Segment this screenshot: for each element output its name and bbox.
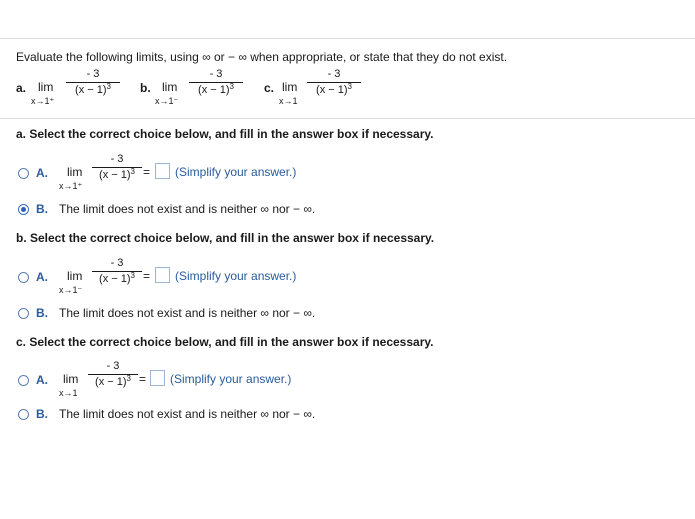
section-a-option-b-letter[interactable]: B. — [36, 202, 48, 216]
section-b-option-b-letter[interactable]: B. — [36, 306, 48, 320]
section-c-option-b-radio[interactable] — [18, 409, 29, 420]
section-c-option-a-lim: lim — [63, 372, 79, 386]
section-b-answer-box[interactable] — [155, 267, 170, 283]
section-b-option-b-radio[interactable] — [18, 308, 29, 319]
section-c-option-a-radio[interactable] — [18, 375, 29, 386]
part-b-denominator: $(x - 1)^3$ — [198, 82, 234, 96]
section-a-option-a-fraction: - 3 $(x - 1)^3$ — [92, 153, 142, 182]
section-a-option-b-radio[interactable] — [18, 204, 29, 215]
section-b-option-b-text[interactable]: The limit does not exist and is neither ∞ nor − ∞. — [59, 306, 316, 320]
section-c-option-a-equals: = — [139, 372, 147, 386]
section-b-option-a-equals: = — [143, 269, 151, 283]
section-a-option-a-letter[interactable]: A. — [36, 166, 48, 180]
section-b-option-a-fraction: - 3 $(x - 1)^3$ — [92, 257, 142, 286]
section-c-option-a-sub: x→1 — [59, 388, 78, 398]
section-divider — [0, 118, 695, 119]
top-divider — [0, 38, 695, 39]
section-b-option-a-sub: x→1⁻ — [59, 285, 83, 295]
part-a-denominator: $(x - 1)^3$ — [75, 82, 111, 96]
part-a-lim: lim — [38, 80, 54, 94]
section-a-simplify-hint: (Simplify your answer.) — [175, 165, 297, 179]
part-a-sub: x→1⁺ — [31, 96, 55, 106]
part-c-denominator: $(x - 1)^3$ — [316, 82, 352, 96]
section-c-option-a-fraction: - 3 $(x - 1)^3$ — [88, 360, 138, 389]
section-a-option-b-text[interactable]: The limit does not exist and is neither ∞ nor − ∞. — [59, 202, 316, 216]
part-c-lim: lim — [282, 80, 298, 94]
section-c-option-b-text[interactable]: The limit does not exist and is neither ∞ nor − ∞. — [59, 407, 316, 421]
section-b-instruction: b. Select the correct choice below, and fill in the answer box if necessary. — [16, 231, 435, 245]
section-a-option-a-equals: = — [143, 165, 151, 179]
part-c-fraction — [307, 68, 361, 97]
section-a-answer-box[interactable] — [155, 163, 170, 179]
section-a-option-a-radio[interactable] — [18, 168, 29, 179]
part-b-numerator: - 3 — [209, 68, 223, 80]
part-a-fraction — [66, 68, 120, 97]
section-b-option-a-letter[interactable]: A. — [36, 270, 48, 284]
part-b-lim: lim — [162, 80, 178, 94]
section-b-option-a-lim: lim — [67, 269, 83, 283]
part-b-fraction — [189, 68, 243, 97]
section-c-answer-box[interactable] — [150, 370, 165, 386]
section-c-option-a-letter[interactable]: A. — [36, 373, 48, 387]
section-a-instruction: a. Select the correct choice below, and fill in the answer box if necessary. — [16, 127, 434, 141]
part-a-numerator: - 3 — [86, 68, 100, 80]
question-prompt: Evaluate the following limits, using ∞ or − ∞ when appropriate, or state that they do not exist. — [16, 50, 508, 64]
part-b-sub: x→1⁻ — [155, 96, 179, 106]
section-b-option-a-radio[interactable] — [18, 272, 29, 283]
part-c-sub: x→1 — [279, 96, 298, 106]
section-a-option-a-sub: x→1⁺ — [59, 181, 83, 191]
part-c-label: c. — [264, 81, 275, 95]
part-b-label: b. — [140, 81, 151, 95]
section-c-simplify-hint: (Simplify your answer.) — [170, 372, 292, 386]
part-c-numerator: - 3 — [327, 68, 341, 80]
section-c-instruction: c. Select the correct choice below, and fill in the answer box if necessary. — [16, 335, 434, 349]
section-b-simplify-hint: (Simplify your answer.) — [175, 269, 297, 283]
section-a-option-a-lim: lim — [67, 165, 83, 179]
section-c-option-b-letter[interactable]: B. — [36, 407, 48, 421]
part-a-label: a. — [16, 81, 27, 95]
